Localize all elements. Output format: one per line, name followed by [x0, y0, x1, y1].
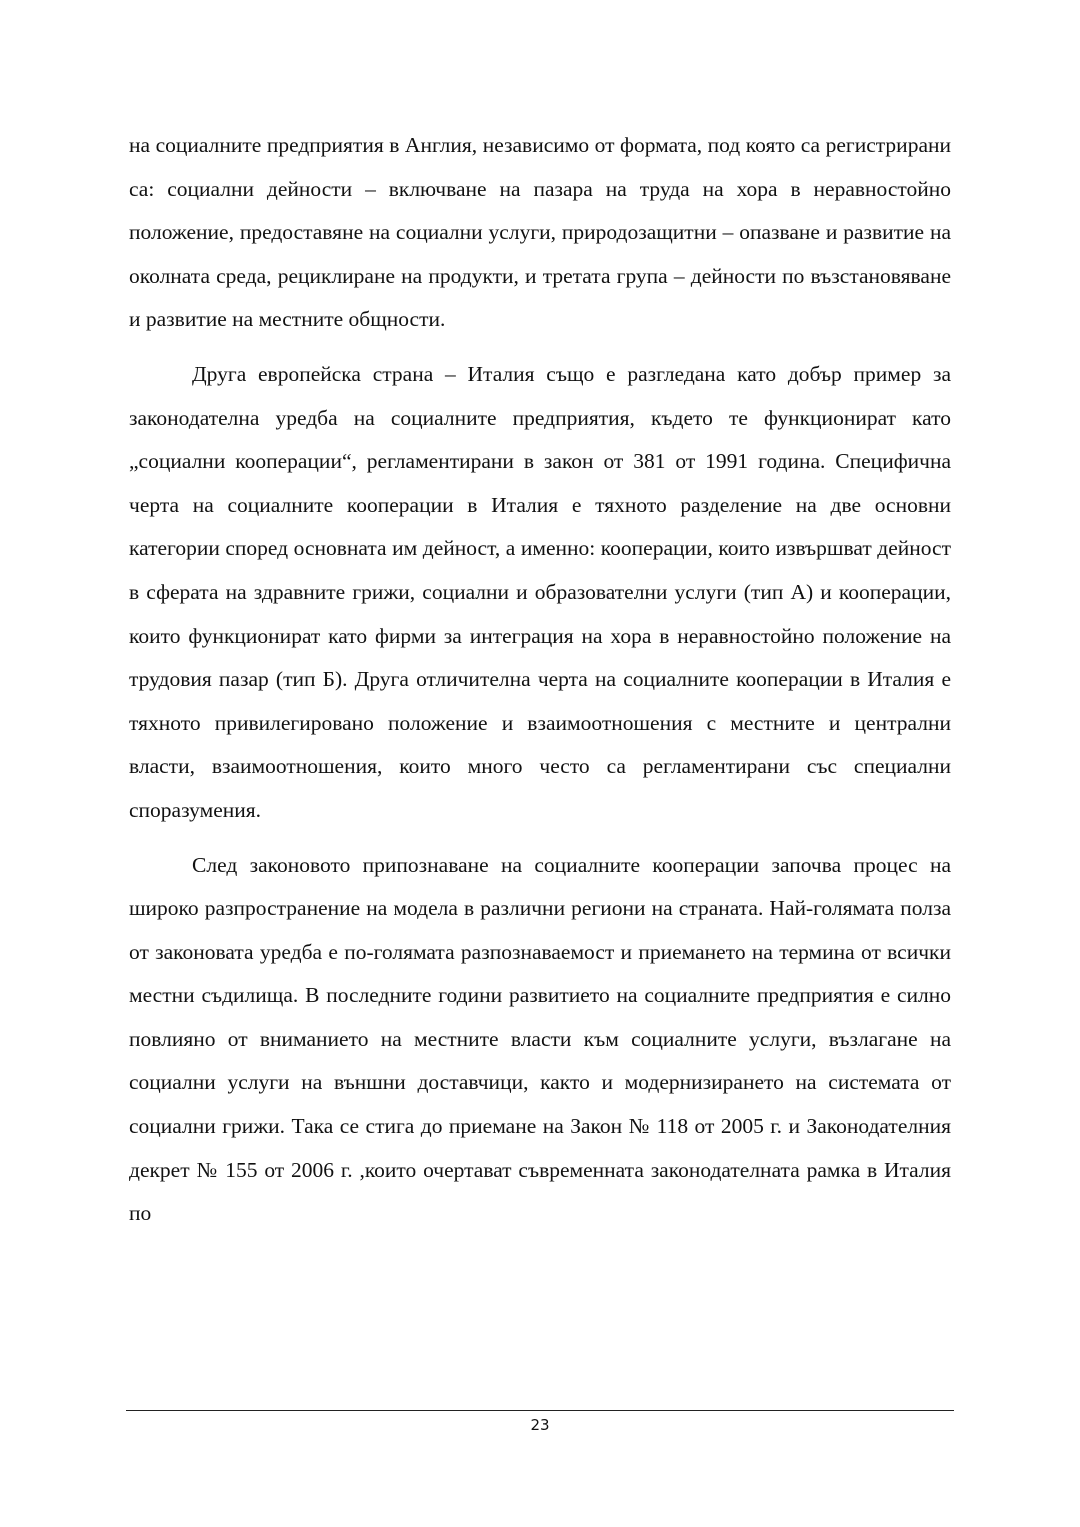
paragraph-1: на социалните предприятия в Англия, независимо от формата, под която са регистрирани са: социални дейности – включване на пазара на труда на хора в неравностойно положение, предоставяне на социални услуги, природозащитни – опазване и развитие на околната среда, рециклиране на продукти, и третата група – дейности по възстановяване и развитие на местните общности. [129, 133, 951, 332]
page-number: 23 [530, 1416, 550, 1434]
page-body [129, 124, 951, 1236]
footer-divider [126, 1410, 954, 1411]
paragraph-2: Друга европейска страна – Италия също е разгледана като добър пример за законодателна уредба на социалните предприятия, където те функционират като „социални кооперации“, регламентирани в закон от 381 от 1991 година. Специфична черта на социалните кооперации в Италия е тяхното разделение на две основни категории според основната им дейност, а именно: кооперации, които извършват дейност в сферата на здравните грижи, социални и образователни услуги (тип А) и кооперации, които функционират като фирми за интеграция на хора в неравностойно положение на трудовия пазар (тип Б). Друга отличителна черта на социалните кооперации в Италия е тяхното привилегировано положение и взаимоотношения с местните и централни власти, взаимоотношения, които много често са регламентирани със специални споразумения. [129, 361, 951, 822]
paragraph-3: След законовото припознаване на социалните кооперации започва процес на широко разпространение на модела в различни региони на страната. Най-голямата полза от законовата уредба е по-голямата разпознаваемост и приемането на термина от всички местни съдилища. В последните години развитието на социалните предприятия е силно повлияно от вниманието на местните власти към социалните услуги, възлагане на социални услуги на външни доставчици, както и модернизирането на системата от социални грижи. Така се стига до приемане на Закон № 118 от 2005 г. и Законодателния декрет № 155 от 2006 г. ,които очертават съвременната законодателната рамка в Италия по [129, 852, 951, 1226]
